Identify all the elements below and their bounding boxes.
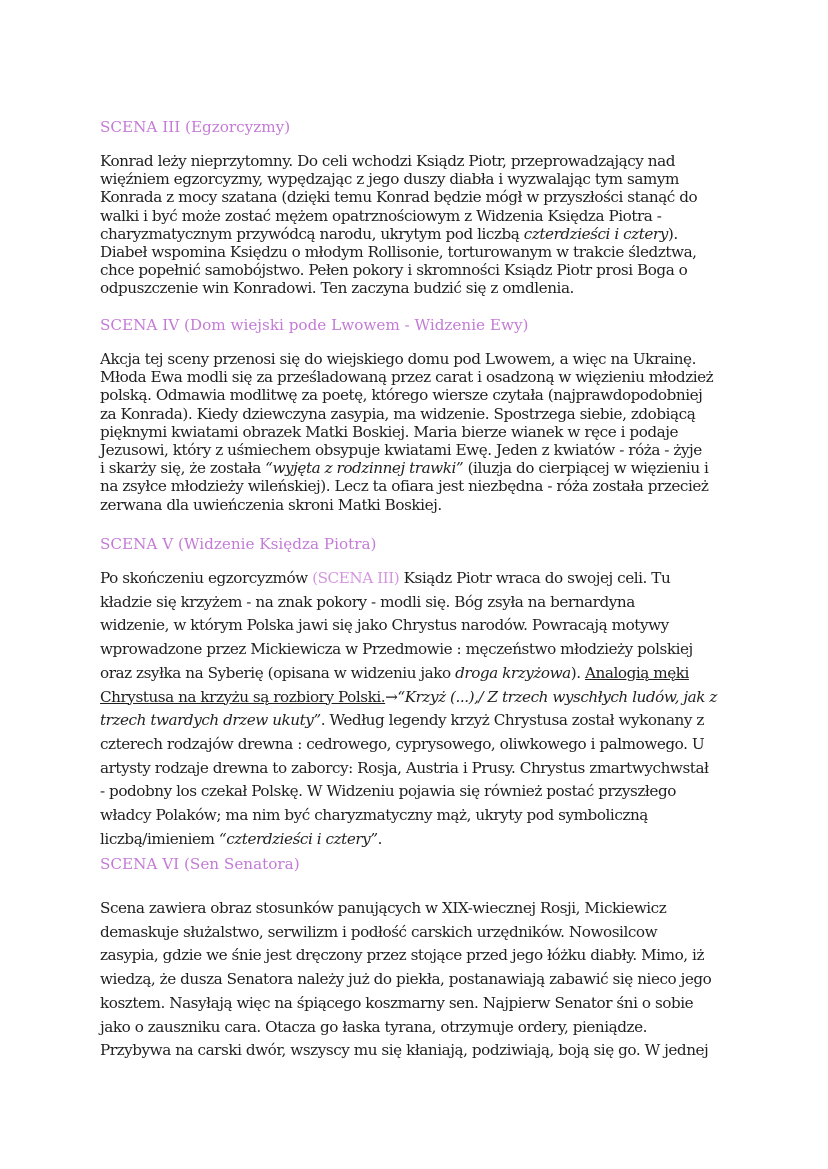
- text-line: Konrada z mocy szatana (dzięki temu Konrad będzie mógł w przyszłości stanąć do: [100, 188, 698, 207]
- text-line: zasypia, gdzie we śnie jest dręczony przez stojące przed jego łóżku diabły. Mimo, iż: [100, 946, 705, 965]
- text-fragment: .: [377, 829, 382, 848]
- text-line: wiedzą, że dusza Senatora należy już do piekła, postanawiają zabawić się nieco jego: [100, 970, 712, 989]
- text-line: - podobny los czekał Polskę. W Widzeniu pojawia się również postać przyszłego: [100, 782, 676, 801]
- text-line: zerwana dla uwieńczenia skroni Matki Boskiej.: [100, 495, 442, 514]
- scene3-paragraph: [100, 152, 740, 298]
- text-line: [100, 828, 740, 852]
- text-line: walki i być może zostać mężem opatrznościowym z Widzenia Księdza Piotra -: [100, 206, 662, 225]
- text-line: [100, 225, 740, 243]
- text-line: kładzie się krzyżem - na znak pokory - modli się. Bóg zsyła na bernardyna: [100, 592, 635, 611]
- text-fragment: Ksiądz Piotr wraca do swojej celi. Tu: [399, 569, 671, 587]
- scene6-paragraph: [100, 897, 740, 1063]
- scene6-heading: SCENA VI (Sen Senatora): [100, 855, 300, 873]
- text-line: [100, 459, 740, 477]
- scene5-heading: SCENA V (Widzenie Księdza Piotra): [100, 535, 377, 553]
- arrow-icon: →: [385, 687, 398, 706]
- scene-reference-link[interactable]: (SCENA III): [312, 569, 400, 587]
- text-line: Diabeł wspomina Księdzu o młodym Rollisonie, torturowanym w trakcie śledztwa,: [100, 243, 697, 262]
- text-line: kosztem. Nasyłają więc na śpiącego koszmarny sen. Najpierw Senator śni o sobie: [100, 993, 694, 1012]
- text-line: polską. Odmawia modlitwę za poetę, którego wiersze czytała (najprawdopodobniej: [100, 386, 703, 405]
- text-line: Akcja tej sceny przenosi się do wiejskiego domu pod Lwowem, a więc na Ukrainę.: [100, 350, 696, 368]
- italic-quote: trzech twardych drzew ukuty”: [100, 711, 321, 730]
- scene4-heading: SCENA IV (Dom wiejski pode Lwowem - Widzenie Ewy): [100, 316, 529, 334]
- text-line: jako o zauszniku cara. Otacza go łaska tyrana, otrzymuje ordery, pieniądze.: [100, 1017, 647, 1036]
- italic-phrase: droga krzyżowa: [455, 663, 571, 682]
- text-line: [100, 662, 740, 686]
- text-fragment: ).: [667, 224, 678, 243]
- text-line: Młoda Ewa modli się za prześladowaną przez carat i osadzoną w więzieniu młodzież: [100, 368, 714, 387]
- text-fragment: (iluzja do cierpiącej w więzieniu i: [463, 459, 709, 478]
- text-line: władcy Polaków; ma nim być charyzmatyczny mąż, ukryty pod symboliczną: [100, 806, 648, 825]
- text-line: [100, 567, 740, 591]
- underlined-phrase: Analogią męki: [585, 663, 689, 682]
- text-line: więźniem egzorcyzmy, wypędzając z jego duszy diabła i wyzwalając tym samym: [100, 170, 679, 189]
- text-fragment: liczbą/imieniem: [100, 829, 219, 848]
- text-fragment: i skarży się, że została: [100, 459, 266, 478]
- text-line: widzenie, w którym Polska jawi się jako Chrystus narodów. Powracają motywy: [100, 616, 669, 635]
- scene4-paragraph: [100, 350, 740, 514]
- text-fragment: . Według legendy krzyż Chrystusa został wykonany z: [320, 711, 704, 730]
- text-line: artysty rodzaje drewna to zaborcy: Rosja, Austria i Prusy. Chrystus zmartwychwstał: [100, 758, 709, 777]
- text-line: Przybywa na carski dwór, wszyscy mu się kłaniają, podziwiają, boją się go. W jednej: [100, 1041, 709, 1060]
- italic-quote: “Krzyż (...),/ Z trzech wyschłych ludów, jak z: [397, 687, 717, 706]
- text-line: [100, 686, 740, 710]
- text-line: odpuszczenie win Konradowi. Ten zaczyna budzić się z omdlenia.: [100, 279, 574, 298]
- text-line: demaskuje służalstwo, serwilizm i podłość carskich urzędników. Nowosilcow: [100, 922, 658, 941]
- text-line: [100, 709, 740, 733]
- text-line: na zsyłce młodzieży wileńskiej). Lecz ta ofiara jest niezbędna - róża została przecież: [100, 477, 709, 496]
- italic-quote: “wyjęta z rodzinnej trawki”: [265, 459, 464, 478]
- text-line: pięknymi kwiatami obrazek Matki Boskiej. Maria bierze wianek w ręce i podaje: [100, 422, 679, 441]
- text-line: czterech rodzajów drewna : cedrowego, cyprysowego, oliwkowego i palmowego. U: [100, 734, 705, 753]
- text-line: za Konrada). Kiedy dziewczyna zasypia, ma widzenie. Spostrzega siebie, zdobiącą: [100, 404, 696, 423]
- scene3-heading: SCENA III (Egzorcyzmy): [100, 118, 291, 136]
- text-line: wprowadzone przez Mickiewicza w Przedmowie : męczeństwo młodzieży polskiej: [100, 640, 693, 659]
- text-line: Jezusowi, który z uśmiechem obsypuje kwiatami Ewę. Jeden z kwiatów - róża - żyje: [100, 441, 702, 460]
- text-fragment: charyzmatycznym przywódcą narodu, ukrytym pod liczbą: [100, 224, 524, 243]
- text-fragment: ).: [570, 663, 586, 682]
- text-fragment: oraz zsyłka na Syberię (opisana w widzeniu jako: [100, 663, 456, 682]
- italic-quote: “czterdzieści i cztery”: [218, 829, 378, 848]
- text-fragment: Po skończeniu egzorcyzmów: [100, 569, 313, 587]
- underlined-phrase: Chrystusa na krzyżu są rozbiory Polski.: [100, 687, 386, 706]
- italic-number-phrase: czterdzieści i cztery: [523, 224, 668, 243]
- text-line: Konrad leży nieprzytomny. Do celi wchodzi Ksiądz Piotr, przeprowadzający nad: [100, 152, 675, 170]
- scene5-paragraph: [100, 567, 740, 851]
- text-line: Scena zawiera obraz stosunków panujących w XIX-wiecznej Rosji, Mickiewicz: [100, 899, 667, 917]
- text-line: chce popełnić samobójstwo. Pełen pokory i skromności Ksiądz Piotr prosi Boga o: [100, 261, 688, 280]
